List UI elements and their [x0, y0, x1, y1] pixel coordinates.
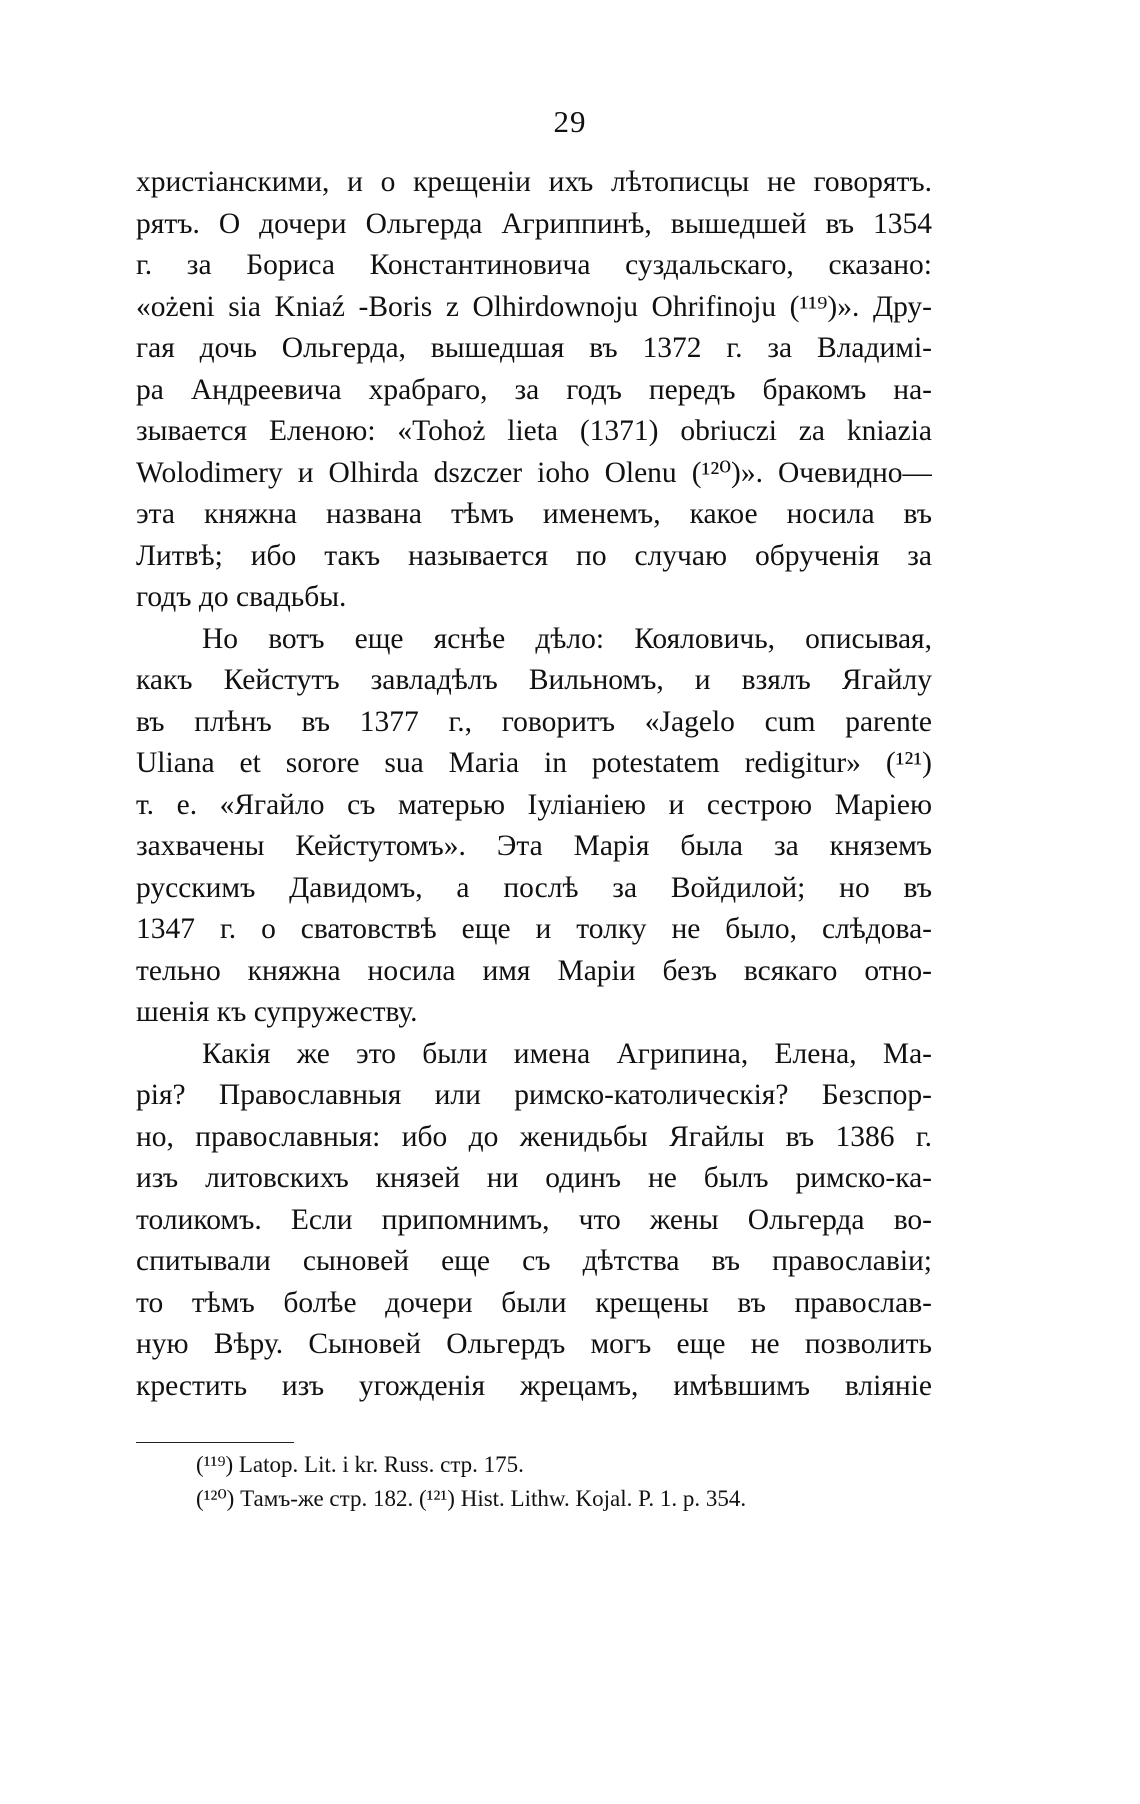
text-line: т. е. «Ягайло съ матерью Іуліаніею и сестрою Маріею: [136, 788, 932, 821]
text-line: шенія къ супружеству.: [136, 996, 418, 1028]
text-line: но, православныя: ибо до женидьбы Ягайлы въ 1386 г.: [136, 1120, 932, 1153]
text-line: гая дочь Ольгерда, вышедшая въ 1372 г. за Владимі-: [136, 332, 932, 364]
text-line: 1347 г. о сватовствѣ еще и толку не было, слѣдова-: [136, 913, 932, 945]
text-line: спитывали сыновей еще съ дѣтства въ православіи;: [136, 1245, 932, 1277]
footnote-divider: [136, 1442, 294, 1443]
text-line: рятъ. О дочери Ольгерда Агриппинѣ, вышедшей въ 1354: [136, 207, 932, 240]
footnote: (¹¹⁹) Latop. Lit. i kr. Russ. стр. 175.: [196, 1452, 524, 1477]
text-line: г. за Бориса Константиновича суздальскаго, сказано:: [136, 249, 932, 281]
text-line: Wolodimery и Olhirda dszczer ioho Olenu (¹²⁰)». Очевидно—: [136, 456, 932, 489]
text-line: «ożeni sia Kniaź -Boris z Olhirdownoju Ohrifinoju (¹¹⁹)». Дру-: [136, 290, 932, 323]
text-line: тельно княжна носила имя Маріи безъ всякаго отно-: [136, 954, 932, 987]
text-line: Но вотъ еще яснѣе дѣло: Кояловичь, описывая,: [202, 622, 932, 655]
text-line: изъ литовскихъ князей ни одинъ не былъ римско-ка-: [136, 1162, 932, 1194]
text-line: ра Андреевича храбраго, за годъ передъ бракомъ на-: [136, 373, 932, 406]
footnotes: [196, 1448, 916, 1516]
footnote: (¹²⁰) Тамъ-же стр. 182. (¹²¹) Hist. Lithw. Kojal. P. 1. p. 354.: [196, 1486, 747, 1511]
text-line: годъ до свадьбы.: [136, 581, 347, 613]
text-line: рія? Православныя или римско-католическія? Безспор-: [136, 1079, 932, 1111]
body-text: [136, 162, 932, 1407]
text-line: какъ Кейстутъ завладѣлъ Вильномъ, и взялъ Ягайлу: [136, 664, 932, 696]
text-line: Какія же это были имена Агрипина, Елена, Ма-: [202, 1037, 932, 1070]
text-line: крестить изъ угожденія жрецамъ, имѣвшимъ вліяніе: [136, 1369, 932, 1402]
text-line: Литвѣ; ибо такъ называется по случаю обрученія за: [136, 539, 932, 572]
text-line: ную Вѣру. Сыновей Ольгердъ могъ еще не позволить: [136, 1328, 932, 1360]
text-line: то тѣмъ болѣе дочери были крещены въ православ-: [136, 1286, 932, 1319]
text-line: зывается Еленою: «Tohoż lieta (1371) obriuczi za kniazia: [136, 415, 932, 447]
text-line: въ плѣнъ въ 1377 г., говоритъ «Jagelo cum parente: [136, 705, 932, 738]
text-line: Uliana et sorore sua Maria in potestatem redigitur» (¹²¹): [136, 747, 932, 779]
text-line: толикомъ. Если припомнимъ, что жены Ольгерда во-: [136, 1203, 932, 1236]
text-line: эта княжна названа тѣмъ именемъ, какое носила въ: [136, 498, 932, 530]
page-number: 29: [553, 104, 587, 139]
text-line: русскимъ Давидомъ, а послѣ за Войдилой; но въ: [136, 871, 932, 904]
text-line: захвачены Кейстутомъ». Эта Марія была за княземъ: [136, 830, 932, 862]
text-line: христіанскими, и о крещеніи ихъ лѣтописцы не говорятъ.: [136, 166, 932, 198]
